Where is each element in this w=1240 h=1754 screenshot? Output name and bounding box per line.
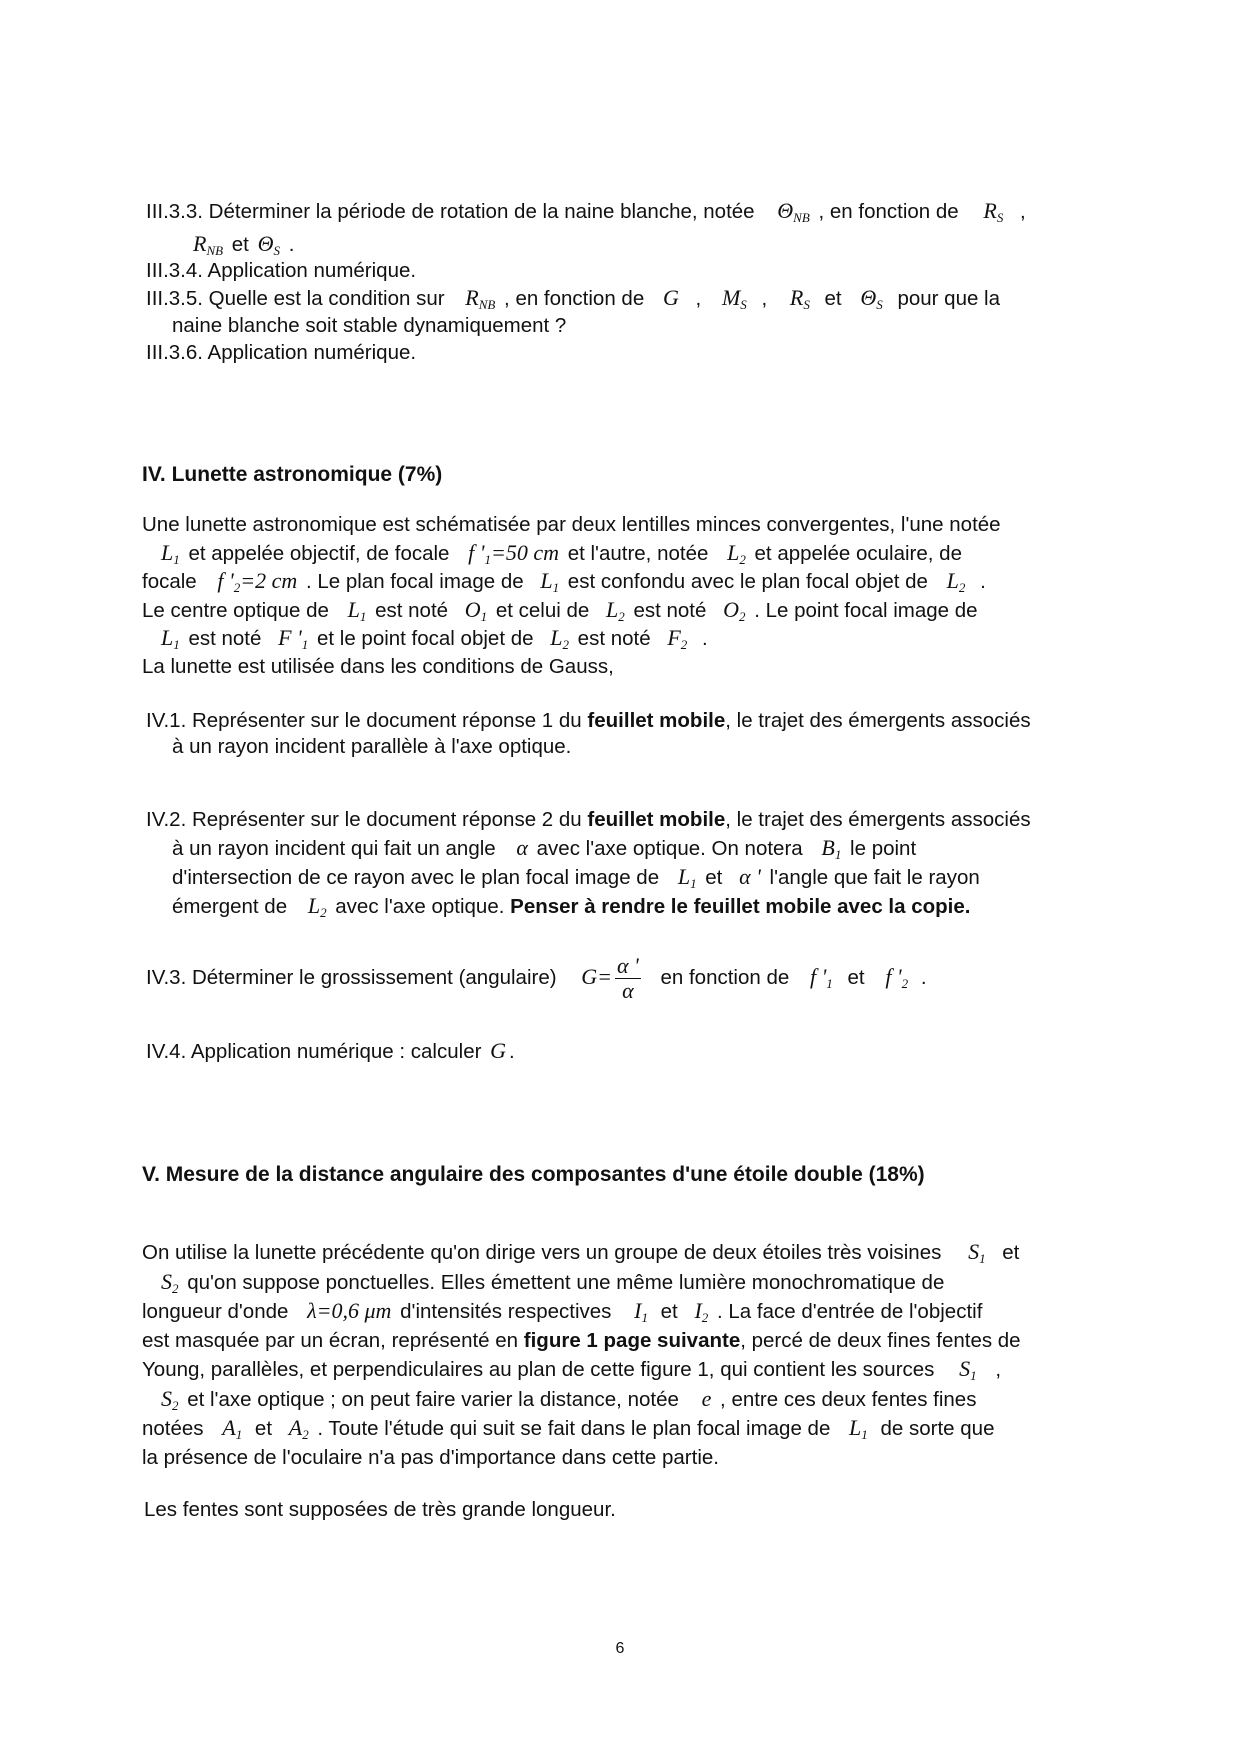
question-iii-3-6: III.3.6. Application numérique. bbox=[146, 341, 417, 364]
section-v-note: Les fentes sont supposées de très grande longueur. bbox=[144, 1498, 616, 1521]
question-iv-1: IV.1. Représenter sur le document réponse 1 du feuillet mobile, le trajet des émergents associés à un rayon incident parallèle à l'axe optique. bbox=[146, 709, 1031, 758]
section-iv-title: IV. Lunette astronomique (7%) bbox=[142, 463, 443, 486]
question-iii-3-4: III.3.4. Application numérique. bbox=[146, 259, 417, 282]
question-iv-3: IV.3. Déterminer le grossissement (angulaire) G= $\frac{\alpha '}{\alpha}$ en fonction de f '$_1$ et f '$_2$ . bbox=[146, 953, 927, 1003]
question-iii-3-3-cont: $R_{NB}$ et $\Theta_S$ . bbox=[193, 231, 295, 258]
question-iv-2: IV.2. Représenter sur le document réponse 2 du feuillet mobile, le trajet des émergents associés à un rayon incident qui fait un angle α avec l'axe optique. On notera $B_1$ le point d'intersection de ce rayon avec le plan focal image de $L_1$ et α ' l'angle que fait le rayon émergent de $L_2$ avec l'axe optique. Penser à rendre le feuillet mobile avec la copie. bbox=[146, 808, 1031, 920]
section-v-intro: On utilise la lunette précédente qu'on dirige vers un groupe de deux étoiles très voisines $S_1$ et $S_2$ qu'on suppose ponctuelles. Elles émettent une même lumière monochromatique de longueur d'onde λ=0,6 μm d'intensités respectives $I_1$ et $I_2$ . La face d'entrée de l'objectif est masquée par un écran, représenté en figure 1 page suivante, percé de deux fines fentes de Young, parallèles, et perpendiculaires au plan de cette figure 1, qui contient les sources $S_1$ , $S_2$ et l'axe optique ; on peut faire varier la distance, notée e , entre ces deux fentes fines notées $A_1$ et $A_2$ . Toute l'étude qui suit se fait dans le plan focal image de $L_1$ de sorte que la présence de l'oculaire n'a pas d'importance dans cette partie. bbox=[142, 1239, 1021, 1469]
question-iv-4: IV.4. Application numérique : calculer G . bbox=[146, 1038, 515, 1063]
page-number: 6 bbox=[615, 1640, 625, 1657]
section-v-title: V. Mesure de la distance angulaire des composantes d'une étoile double (18%) bbox=[142, 1163, 925, 1186]
section-iv-intro: Une lunette astronomique est schématisée par deux lentilles minces convergentes, l'une notée $L_1$ et appelée objectif, de focale f '$_1=50$ cm et l'autre, notée $L_2$ et appelée oculaire, de focale f '$_2=2$ cm . Le plan focal image de $L_1$ est confondu avec le plan focal objet de $L_2$ . Le centre optique de $L_1$ est noté $O_1$ et celui de $L_2$ est noté $O_2$ . Le point focal image de $L_1$ est noté F '$_1$ et le point focal objet de $L_2$ est noté $F_2$ . La lunette est utilisée dans les conditions de Gauss, bbox=[142, 513, 1001, 678]
question-iii-3-5: III.3.5. Quelle est la condition sur $R_{NB}$ , en fonction de G , $M_S$ , $R_S$ et $\Theta_S$ pour que la bbox=[146, 285, 1001, 312]
question-iii-3-5-cont: naine blanche soit stable dynamiquement ? bbox=[172, 314, 567, 337]
question-iii-3-3: III.3.3. Déterminer la période de rotation de la naine blanche, notée $\Theta_{NB}$ , en fonction de $R_S$ , bbox=[146, 198, 1026, 225]
